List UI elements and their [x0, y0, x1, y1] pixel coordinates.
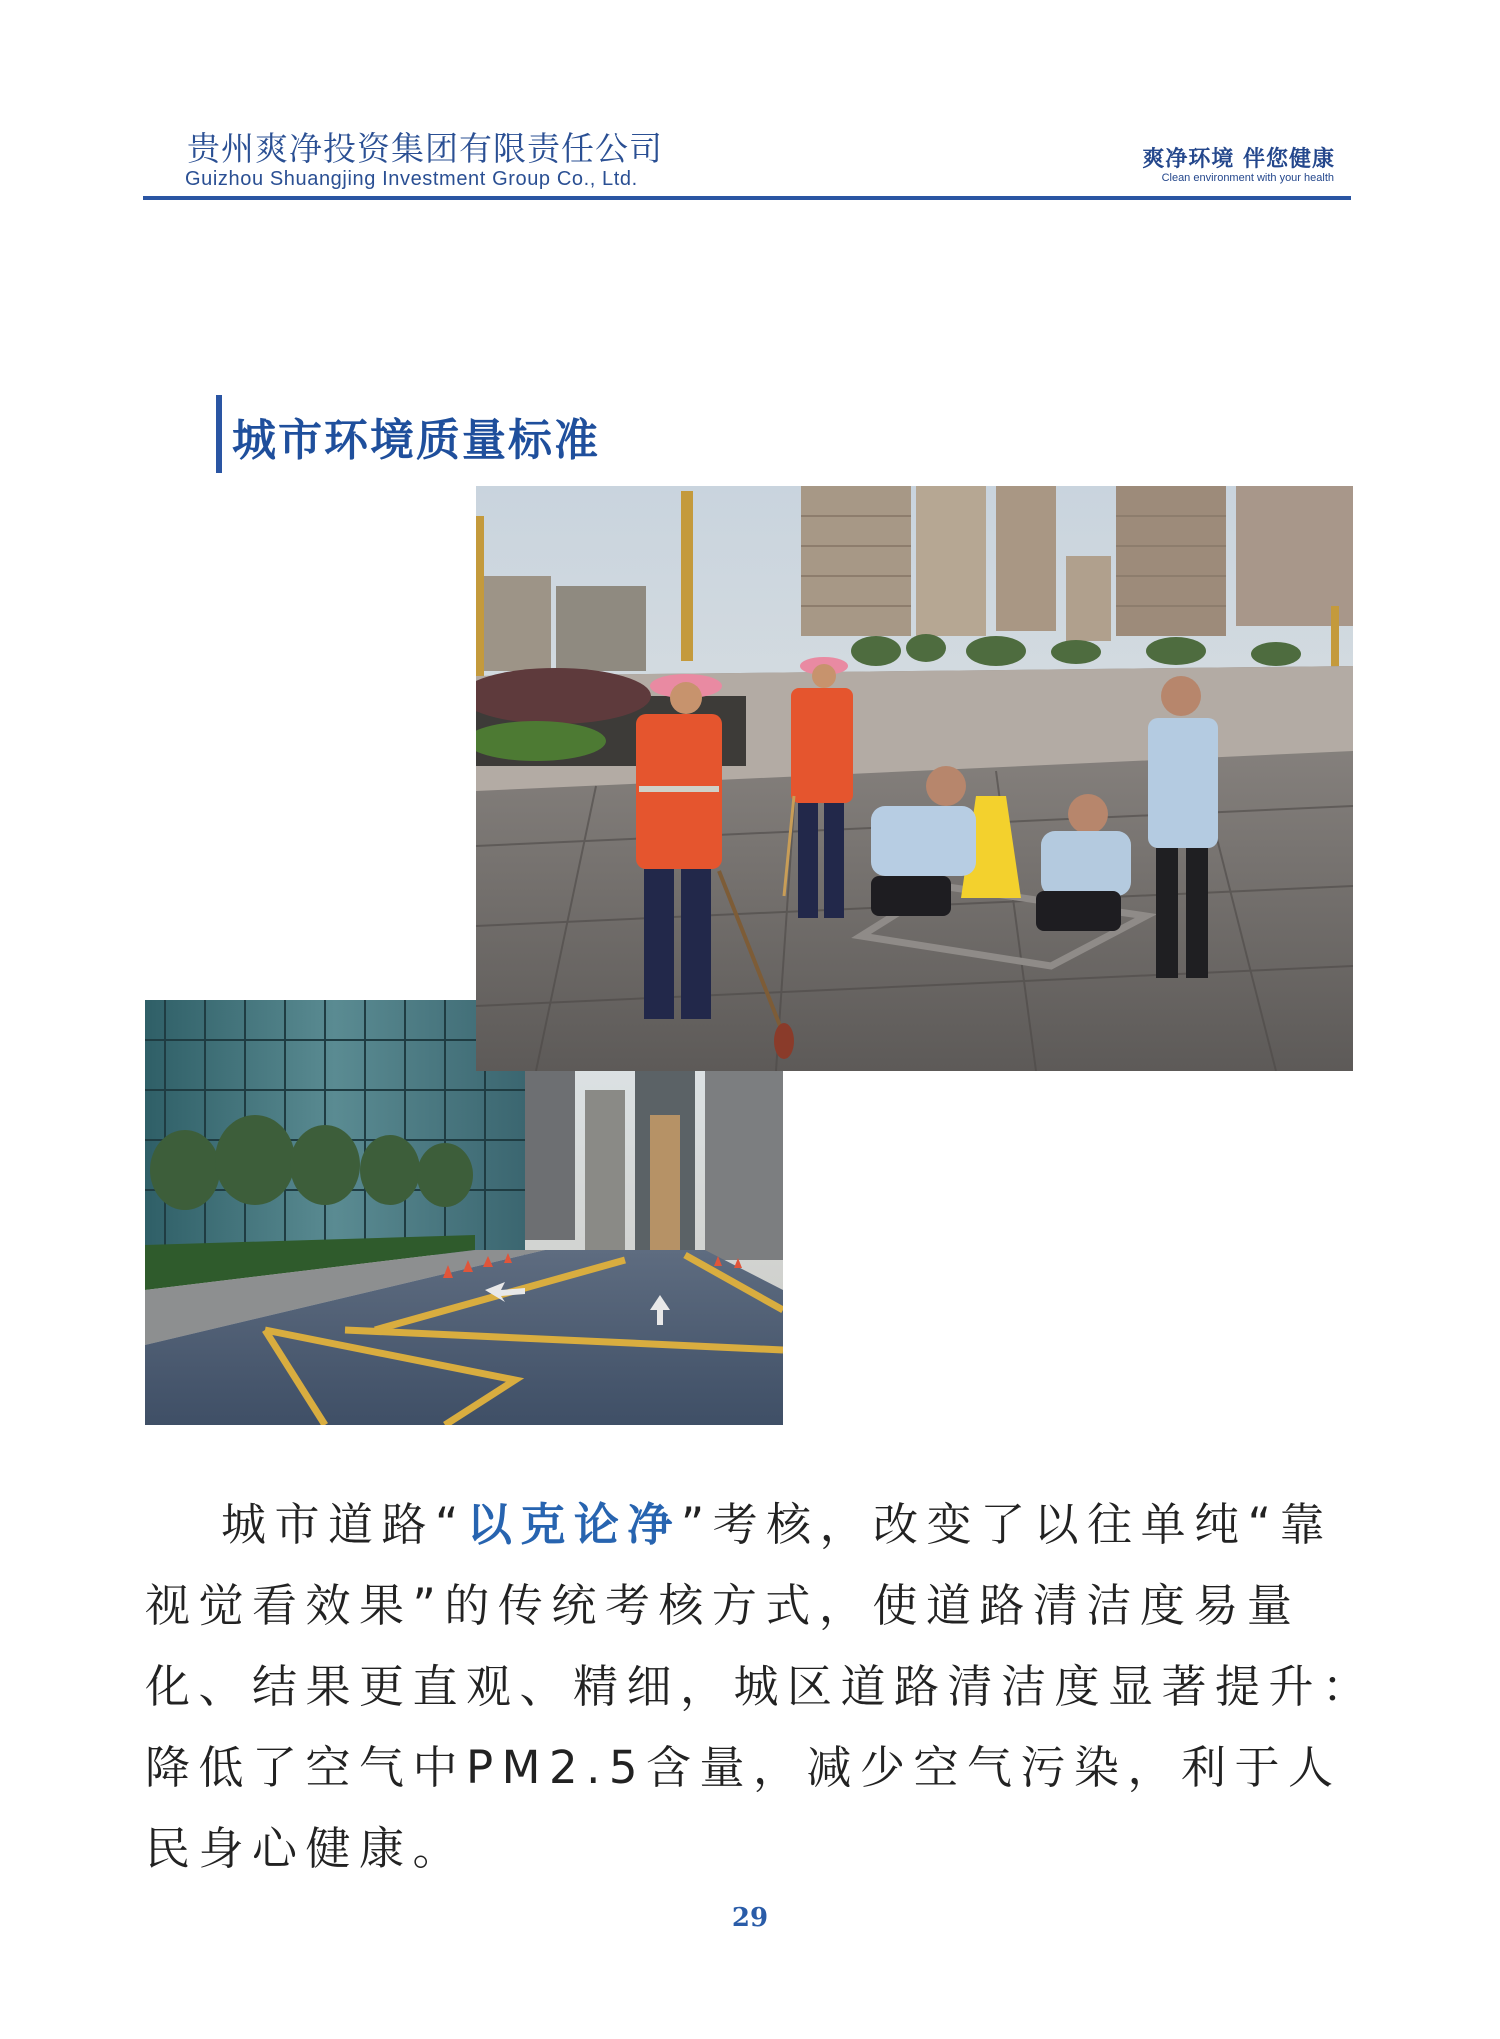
slogan-cn: 爽净环境 伴您健康 [1142, 147, 1335, 172]
body-paragraph [145, 1484, 1377, 1889]
page-number: 29 [731, 1903, 769, 1933]
section-title-accent-bar [216, 395, 222, 473]
header-divider [143, 196, 1351, 200]
company-name-cn: 贵州爽净投资集团有限责任公司 [187, 129, 663, 168]
section-title: 城市环境质量标准 [232, 415, 600, 466]
workers-inspection-photo [476, 486, 1353, 1071]
highlight-phrase: 以克论净 [466, 1498, 681, 1551]
slogan-en: Clean environment with your health [1161, 172, 1334, 184]
company-name-en: Guizhou Shuangjing Investment Group Co., Ltd. [185, 168, 638, 190]
body-text-after: ”考核，改变了以往单纯“靠视觉看效果”的传统考核方式，使道路清洁度易量化、结果更直观、精细，城区道路清洁度显著提升：降低了空气中PM2.5含量，减少空气污染，利于人民身心健康。 [145, 1498, 1376, 1875]
body-text-before: 城市道路“ [221, 1498, 467, 1551]
